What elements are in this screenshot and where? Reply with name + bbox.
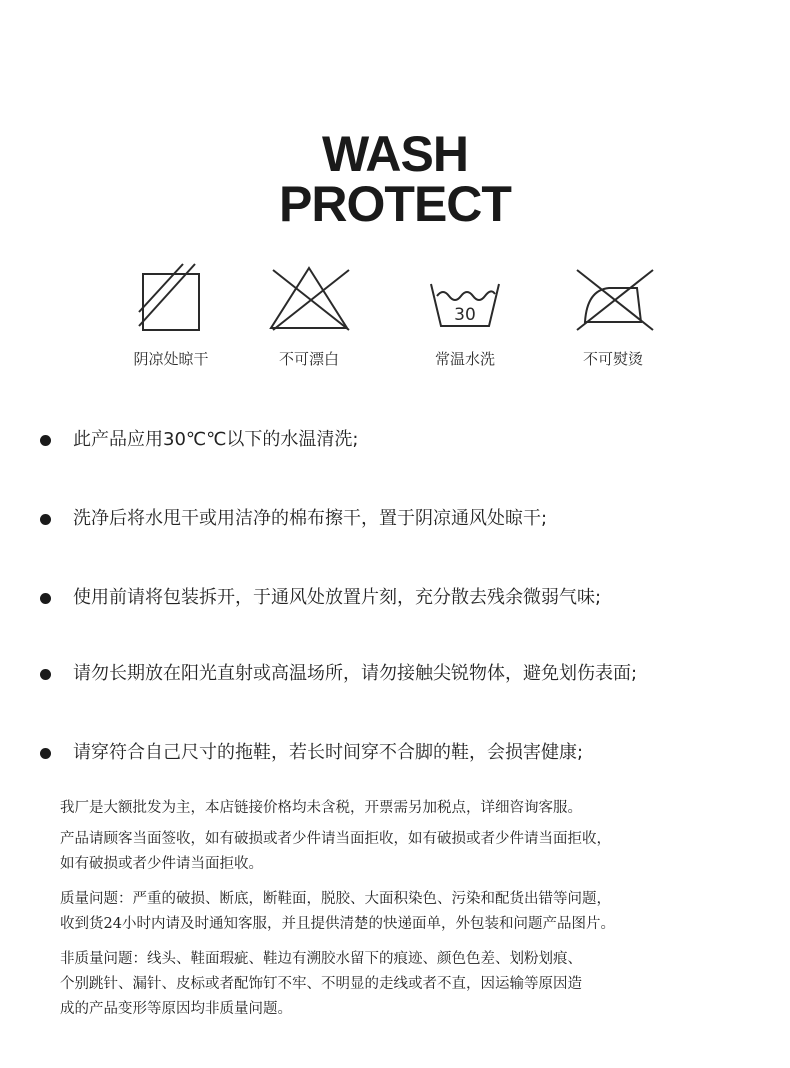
bullet-dot xyxy=(40,748,51,759)
bullet-dot xyxy=(40,514,51,525)
note-quality-issues: 质量问题：严重的破损、断底，断鞋面，脱胶、大面积染色、污染和配货出错等问题， xyxy=(60,891,611,907)
notes-block xyxy=(60,796,750,1022)
care-label-no-bleach: 不可漂白 xyxy=(278,350,339,368)
care-label-wash-30: 常温水洗 xyxy=(434,350,495,368)
care-label-dry-in-shade: 阴凉处晾干 xyxy=(133,350,209,368)
do-not-iron-icon xyxy=(563,262,663,332)
wash-temperature: 30 xyxy=(454,305,476,325)
title-protect: PROTECT xyxy=(279,176,511,232)
care-item-no-iron xyxy=(548,262,678,369)
bullet-dot xyxy=(40,669,51,680)
care-label-no-iron: 不可熨烫 xyxy=(582,350,643,368)
note-non-quality-end: 成的产品变形等原因均非质量问题。 xyxy=(60,1001,292,1017)
dry-in-shade-icon xyxy=(121,262,221,332)
note-sign-for-cont: 如有破损或者少件请当面拒收。 xyxy=(60,856,263,872)
do-not-bleach-icon xyxy=(259,262,359,332)
bullet-dot xyxy=(40,593,51,604)
care-item-wash-30 xyxy=(400,262,530,369)
note-quality-issues-cont: 收到货24小时内请及时通知客服，并且提供清楚的快递面单，外包装和问题产品图片。 xyxy=(60,916,615,932)
wash-30-icon xyxy=(415,262,515,332)
note-non-quality-cont: 个别跳针、漏针、皮标或者配饰钉不牢、不明显的走线或者不直，因运输等原因造 xyxy=(60,976,582,992)
care-item-dry-in-shade xyxy=(106,262,236,369)
list-item: 请勿长期放在阳光直射或高温场所，请勿接触尖锐物体，避免划伤表面; xyxy=(40,659,790,685)
list-item: 此产品应用30℃℃以下的水温清洗; xyxy=(40,425,790,451)
note-wholesale: 我厂是大额批发为主，本店链接价格均未含税，开票需另加税点，详细咨询客服。 xyxy=(60,800,582,816)
list-item: 请穿符合自己尺寸的拖鞋，若长时间穿不合脚的鞋，会损害健康; xyxy=(40,738,790,764)
note-sign-for: 产品请顾客当面签收，如有破损或者少件请当面拒收，如有破损或者少件请当面拒收， xyxy=(60,831,611,847)
note-non-quality: 非质量问题：线头、鞋面瑕疵、鞋边有溯胶水留下的痕迹、颜色色差、划粉划痕、 xyxy=(60,951,582,967)
title-wash: WASH xyxy=(322,126,468,182)
list-item: 洗净后将水甩干或用洁净的棉布擦干，置于阴凉通风处晾干; xyxy=(40,504,790,530)
bullet-dot xyxy=(40,435,51,446)
list-item: 使用前请将包装拆开，于通风处放置片刻，充分散去残余微弱气味; xyxy=(40,583,790,609)
care-item-no-bleach xyxy=(244,262,374,369)
